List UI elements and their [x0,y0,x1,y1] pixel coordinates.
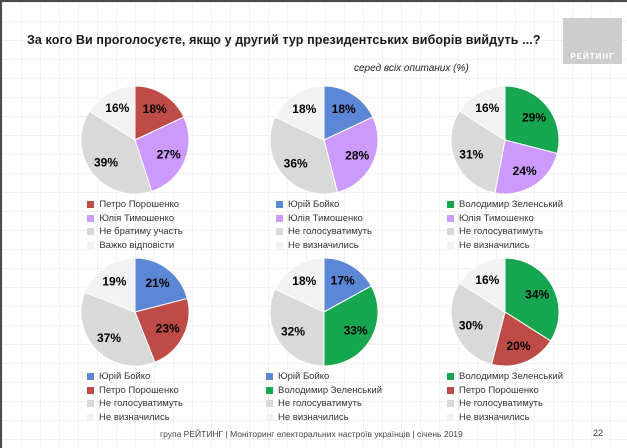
rating-logo [563,18,622,64]
legend-item [447,198,563,212]
legend-swatch-icon [87,228,94,235]
legend-item [447,370,563,384]
legend [266,370,382,424]
footer-source: група РЕЙТИНГ | Моніторинг електоральних настроїв українців | січень 2019 [160,429,463,439]
pie-chart [79,256,191,368]
legend-swatch-icon [87,400,94,407]
pie-slice-label: 28% [345,148,370,163]
legend-item [87,370,183,384]
legend-swatch-icon [87,242,94,249]
pie-slice-label: 36% [283,156,308,171]
chart-cell [410,84,600,252]
page-title: За кого Ви проголосуєте, якщо у другий тур президентських виборів вийдуть ...? [27,33,541,47]
legend-label: Юлія Тимошенко [459,212,534,224]
legend-swatch-icon [266,373,273,380]
legend-swatch-icon [276,215,283,222]
legend [87,370,183,424]
legend [447,370,563,424]
chart-cell [410,256,600,424]
chart-cell [40,84,230,252]
legend [87,198,182,252]
legend-item [447,212,563,226]
pie-chart-wrap [449,84,561,196]
legend-swatch-icon [447,201,454,208]
legend-swatch-icon [447,414,454,421]
legend-swatch-icon [447,242,454,249]
legend-label: Не голосуватимуть [288,226,372,237]
legend-item [276,225,372,239]
chart-cell [229,84,419,252]
legend-item [87,384,183,398]
legend-item [87,411,183,425]
legend-label: Петро Порошенко [99,384,179,396]
legend-label: Не визначились [99,411,170,423]
legend-item [266,384,382,398]
legend-item [276,198,372,212]
pie-slice-label: 20% [506,339,531,354]
legend-item [87,212,182,226]
legend-item [447,384,563,398]
legend-label: Володимир Зеленський [459,371,563,382]
pie-chart-wrap [268,84,380,196]
pie-slice-label: 21% [145,276,170,290]
legend-label: Не визначились [459,411,530,423]
pie-chart [268,84,380,196]
legend-item [276,212,372,226]
chart-cell [229,256,419,424]
legend-label: Юрій Бойко [288,199,340,210]
legend-item [447,411,563,425]
legend-label: Володимир Зеленський [459,199,563,210]
pie-slice-label: 18% [292,274,317,288]
legend-swatch-icon [447,387,454,394]
legend-swatch-icon [447,373,454,380]
pie-slice-label: 39% [93,155,119,170]
legend-swatch-icon [87,215,94,222]
pie-slice-label: 31% [459,147,484,162]
legend-label: Юрій Бойко [278,371,330,382]
legend [276,198,372,252]
pie-slice-label: 16% [105,100,130,115]
pie-slice-label: 30% [458,318,483,333]
legend-label: Не братиму участь [99,226,183,237]
legend-item [266,411,382,425]
legend-item [266,370,382,384]
legend-label: Не визначились [278,411,349,423]
chart-subtitle: серед всіх опитаних (%) [354,63,469,74]
legend-item [87,225,182,239]
pie-chart [449,256,561,368]
pie-slice-label: 23% [155,321,180,336]
pie-slice-label: 34% [525,287,550,302]
legend [447,198,563,252]
pie-chart [268,256,380,368]
pie-slice-label: 29% [521,110,547,125]
legend-swatch-icon [266,400,273,407]
rating-logo-label: РЕЙТИНГ [570,52,615,61]
legend-item [447,397,563,411]
pie-slice-label: 16% [475,100,500,115]
legend-swatch-icon [266,414,273,421]
legend-label: Важко відповісти [99,239,175,251]
page-number: 22 [592,428,603,438]
legend-swatch-icon [87,387,94,394]
legend-swatch-icon [447,228,454,235]
legend-label: Не визначились [459,239,530,251]
pie-slice-label: 37% [96,331,122,345]
legend-swatch-icon [447,215,454,222]
legend-swatch-icon [87,373,94,380]
chart-cell [40,256,230,424]
legend-swatch-icon [87,201,94,208]
pie-chart-wrap [79,256,191,368]
pie-slice-label: 17% [330,273,355,288]
legend-swatch-icon [447,400,454,407]
pie-slice-label: 33% [343,323,368,338]
legend-label: Не голосуватимуть [278,398,362,409]
legend-item [447,225,563,239]
pie-slice-label: 24% [512,164,537,178]
pie-slice-label: 18% [142,102,167,116]
pie-slice-label: 27% [156,147,181,162]
legend-item [87,397,183,411]
legend-label: Не голосуватимуть [99,398,183,409]
legend-item [447,239,563,253]
legend-swatch-icon [276,242,283,249]
legend-swatch-icon [276,201,283,208]
pie-chart-wrap [268,256,380,368]
pie-slice-label: 32% [280,324,306,339]
legend-label: Не голосуватимуть [459,398,543,409]
pie-slice-label: 18% [292,102,317,116]
legend-item [276,239,372,253]
legend-swatch-icon [276,228,283,235]
legend-label: Петро Порошенко [459,384,539,396]
pie-chart [449,84,561,196]
legend-label: Юлія Тимошенко [99,212,175,224]
legend-swatch-icon [266,387,273,394]
pie-chart-wrap [79,84,191,196]
legend-label: Не голосуватимуть [459,226,543,237]
legend-label: Не визначились [288,239,359,251]
pie-chart [79,84,191,196]
legend-item [87,239,182,253]
legend-swatch-icon [87,414,94,421]
pie-slice-label: 18% [331,102,356,116]
legend-label: Юлія Тимошенко [288,212,363,224]
legend-label: Петро Порошенко [99,199,180,210]
pie-chart-wrap [449,256,561,368]
legend-item [87,198,182,212]
legend-label: Юрій Бойко [99,371,151,382]
legend-item [266,397,382,411]
legend-label: Володимир Зеленський [278,384,382,396]
pie-slice-label: 16% [475,272,500,287]
pie-slice-label: 19% [102,274,127,289]
